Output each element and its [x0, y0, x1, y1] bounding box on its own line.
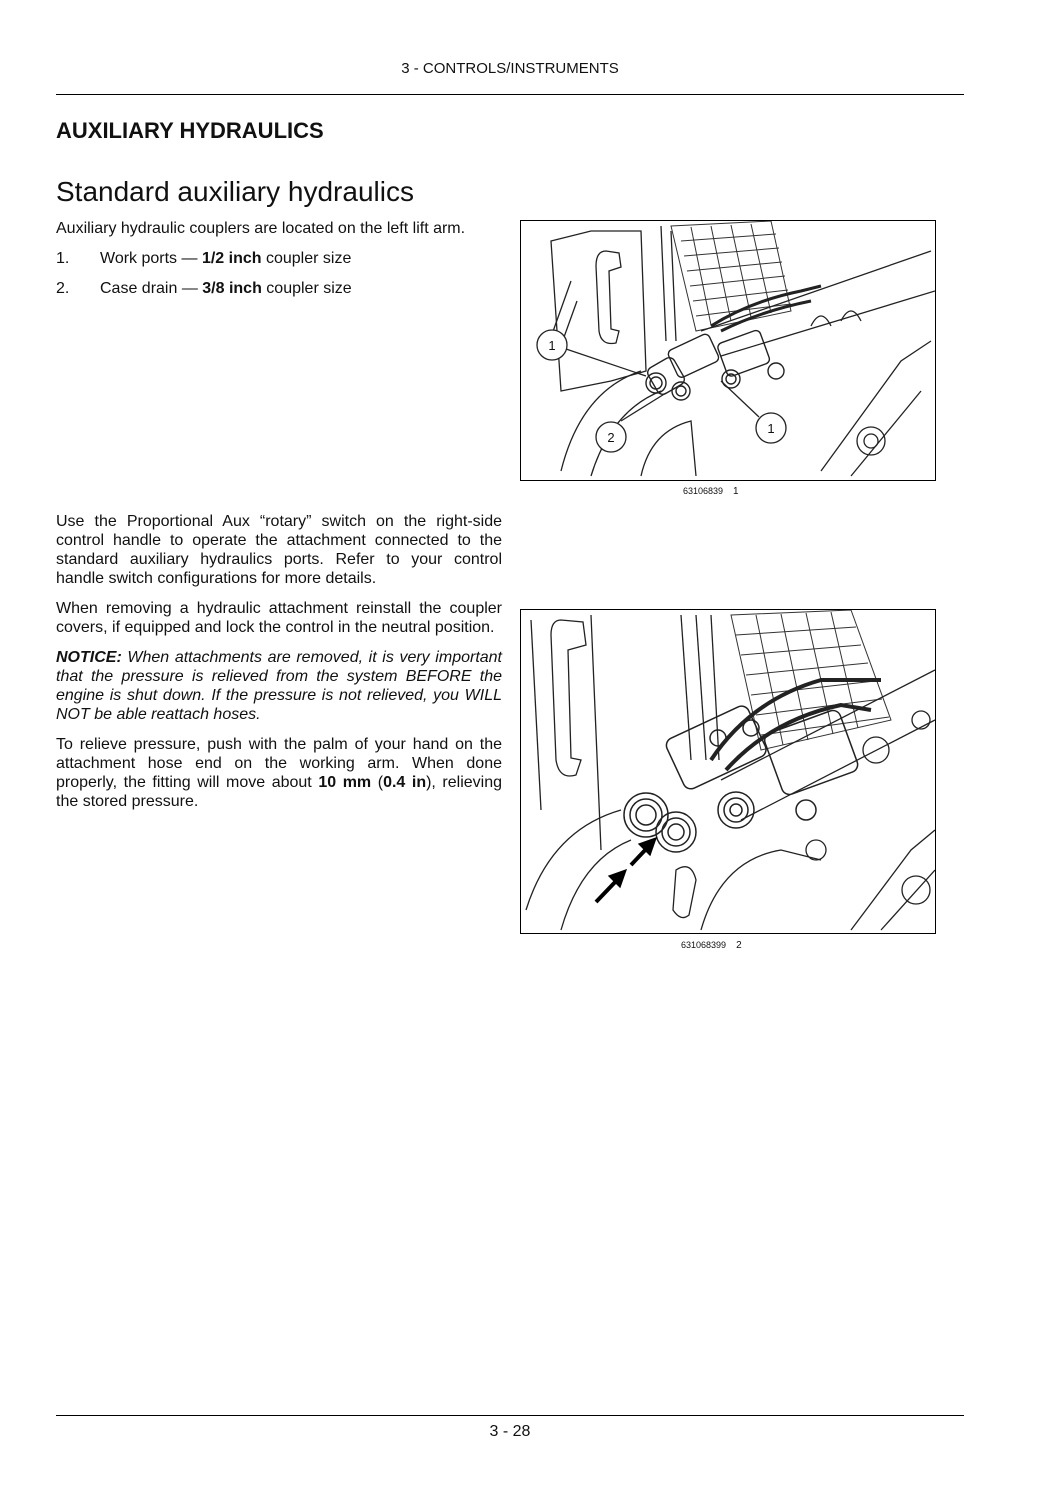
figure-code: 63106839 [683, 486, 724, 496]
callout-label: 1 [548, 338, 556, 353]
footer-rule [56, 1415, 964, 1416]
notice-paragraph [56, 648, 502, 724]
section-title: AUXILIARY HYDRAULICS [56, 118, 324, 143]
rotary-paragraph: Use the Proportional Aux “rotary” switch on the right-side control handle to operate the attachment connected to the standard auxiliary hydraulics ports. Refer to your control handle switch configurations for more details. [56, 513, 502, 587]
list-item [56, 279, 502, 298]
figure-1-caption [683, 486, 739, 497]
notice-text: When attachments are removed, it is very important that the pressure is relieved from the system BEFORE the engine is shut down. If the pressure is not relieved, you WILL NOT be able reattach hoses. [56, 649, 502, 723]
header-rule [56, 94, 964, 95]
body-block [56, 512, 502, 822]
list-text: Work ports — 1/2 inch coupler size [100, 250, 352, 267]
removing-paragraph: When removing a hydraulic attachment reinstall the coupler covers, if equipped and lock the control in the neutral position. [56, 600, 502, 636]
figure-1-illustration [520, 220, 936, 481]
list-number: 1. [56, 250, 70, 267]
list-number: 2. [56, 280, 70, 297]
subsection-title: Standard auxiliary hydraulics [56, 176, 414, 207]
figure-code: 631068399 [681, 940, 727, 950]
list-text: Case drain — 3/8 inch coupler size [100, 280, 352, 297]
push-arrows [596, 838, 656, 902]
figure-2-illustration [520, 609, 936, 934]
intro-paragraph: Auxiliary hydraulic couplers are located on the left lift arm. [56, 220, 466, 237]
list-item [56, 249, 502, 268]
intro-block [56, 219, 502, 309]
notice-label: NOTICE: [56, 649, 122, 666]
figure-number: 1 [733, 486, 739, 497]
callout-label: 1 [767, 421, 775, 436]
relieve-paragraph: To relieve pressure, push with the palm of your hand on the attachment hose end on the working arm. When done properly, the fitting will move about 10 mm (0.4 in), relieving the stored pressure. [56, 736, 503, 810]
callout-label: 2 [607, 430, 615, 445]
figure-2-caption [681, 940, 742, 951]
running-header: 3 - CONTROLS/INSTRUMENTS [401, 60, 619, 77]
figure-number: 2 [736, 940, 742, 951]
page-number: 3 - 28 [489, 1423, 531, 1440]
